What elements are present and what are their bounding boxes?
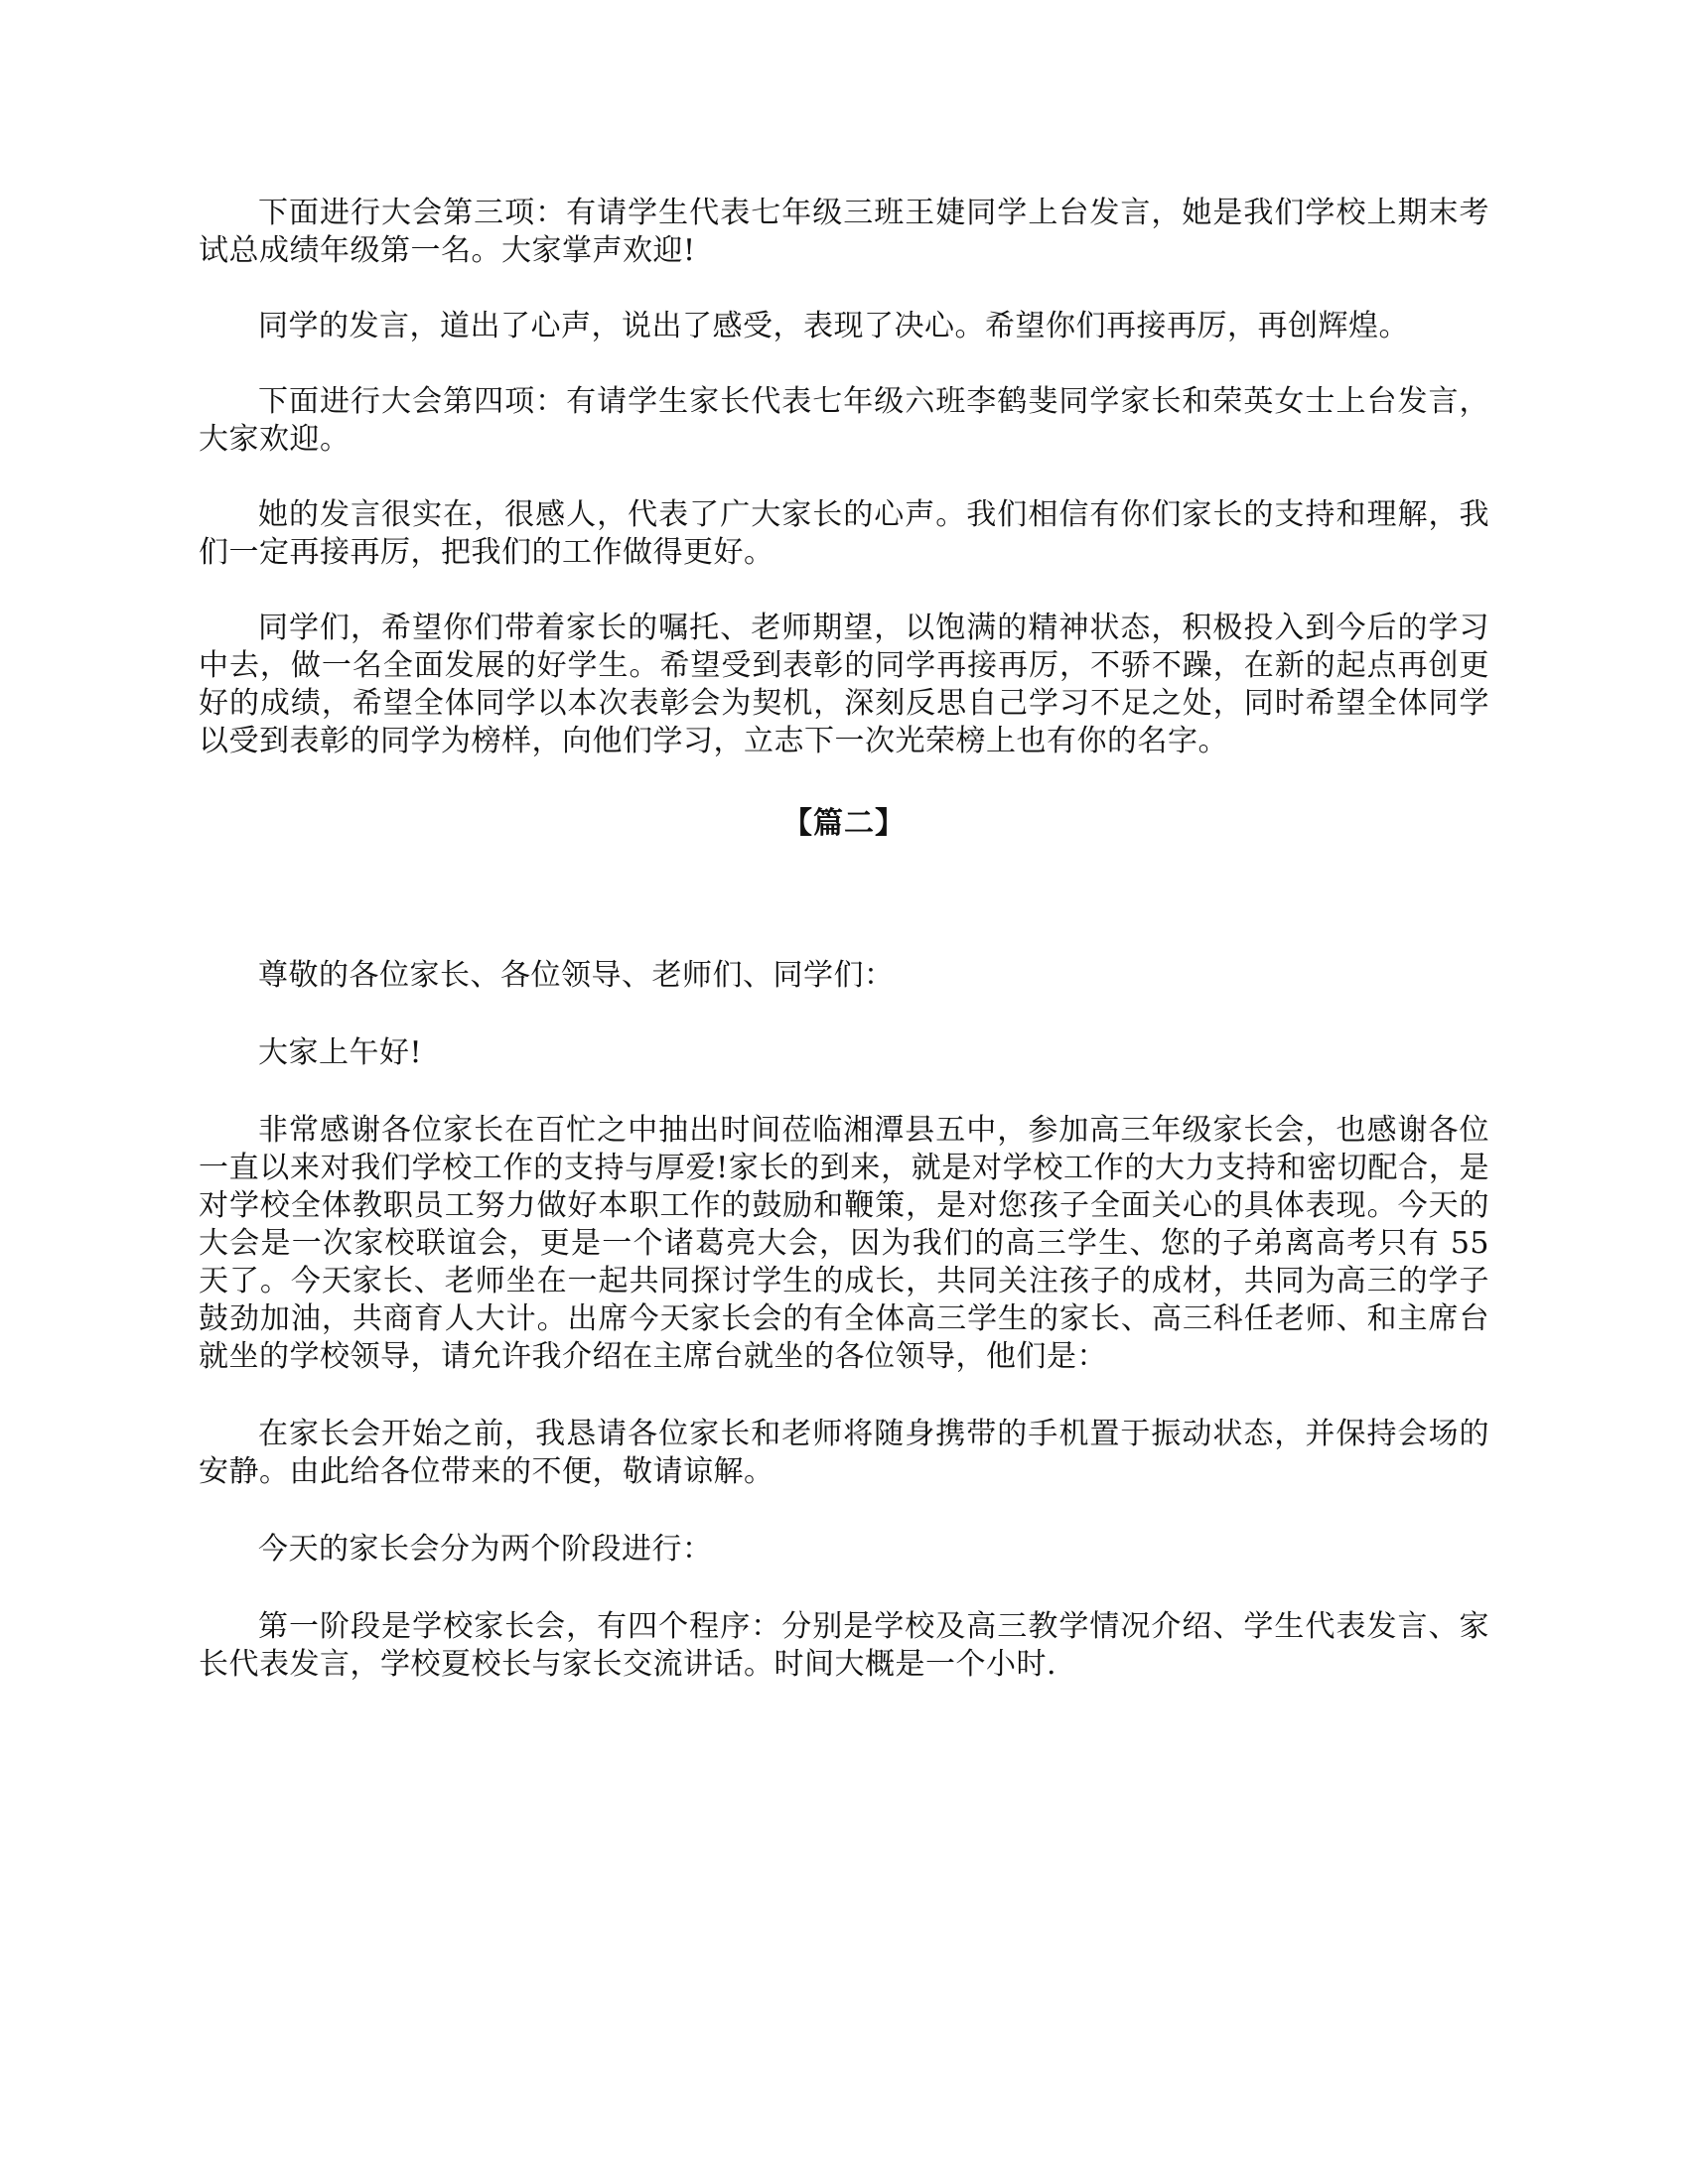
paragraph-student-remarks: 同学的发言，道出了心声，说出了感受，表现了决心。希望你们再接再厉，再创辉煌。 bbox=[258, 309, 1409, 343]
paragraph-closing-wishes: 同学们，希望你们带着家长的嘱托、老师期望，以饱满的精神状态，积极投入到今后的学习中去，做一名全面发展的好学生。希望受到表彰的同学再接再厉，不骄不躁，在新的起点再创更好的成绩，希望全体同学以本次表彰会为契机，深刻反思自己学习不足之处，同时希望全体同学以受到表彰的同学为榜样，向他们学习，立志下一次光荣榜上也有你的名字。 bbox=[199, 611, 1489, 758]
paragraph-phone-notice: 在家长会开始之前，我恳请各位家长和老师将随身携带的手机置于振动状态，并保持会场的安静。由此给各位带来的不便，敬请谅解。 bbox=[199, 1417, 1489, 1489]
paragraph-meeting-stages: 今天的家长会分为两个阶段进行： bbox=[258, 1532, 713, 1567]
paragraph-thanks: 非常感谢各位家长在百忙之中抽出时间莅临湘潭县五中，参加高三年级家长会，也感谢各位一直以来对我们学校工作的支持与厚爱!家长的到来，就是对学校工作的大力支持和密切配合，是对学校全体教职员工努力做好本职工作的鼓励和鞭策，是对您孩子全面关心的具体表现。今天的大会是一次家校联谊会，更是一个诸葛亮大会，因为我们的高三学生、您的子弟离高考只有 55 天了。今天家长、老师坐在一起共同探讨学生的成长，共同关注孩子的成材，共同为高三的学子鼓劲加油，共商育人大计。出席今天家长会的有全体高三学生的家长、高三科任老师、和主席台就坐的学校领导，请允许我介绍在主席台就坐的各位领导，他们是： bbox=[199, 1113, 1489, 1374]
paragraph-parent-remarks: 她的发言很实在，很感人，代表了广大家长的心声。我们相信有你们家长的支持和理解，我们一定再接再厉，把我们的工作做得更好。 bbox=[199, 497, 1489, 570]
paragraph-greeting: 大家上午好! bbox=[258, 1035, 423, 1070]
document-page bbox=[199, 195, 1489, 1684]
paragraph-agenda-item-4: 下面进行大会第四项：有请学生家长代表七年级六班李鹤斐同学家长和荣英女士上台发言，大家欢迎。 bbox=[199, 384, 1489, 457]
paragraph-stage-one: 第一阶段是学校家长会，有四个程序：分别是学校及高三教学情况介绍、学生代表发言、家长代表发言，学校夏校长与家长交流讲话。时间大概是一个小时. bbox=[199, 1609, 1489, 1682]
paragraph-agenda-item-3: 下面进行大会第三项：有请学生代表七年级三班王婕同学上台发言，她是我们学校上期末考试总成绩年级第一名。大家掌声欢迎! bbox=[199, 196, 1489, 268]
section-title: 【篇二】 bbox=[782, 806, 906, 841]
paragraph-salutation: 尊敬的各位家长、各位领导、老师们、同学们： bbox=[258, 958, 895, 993]
